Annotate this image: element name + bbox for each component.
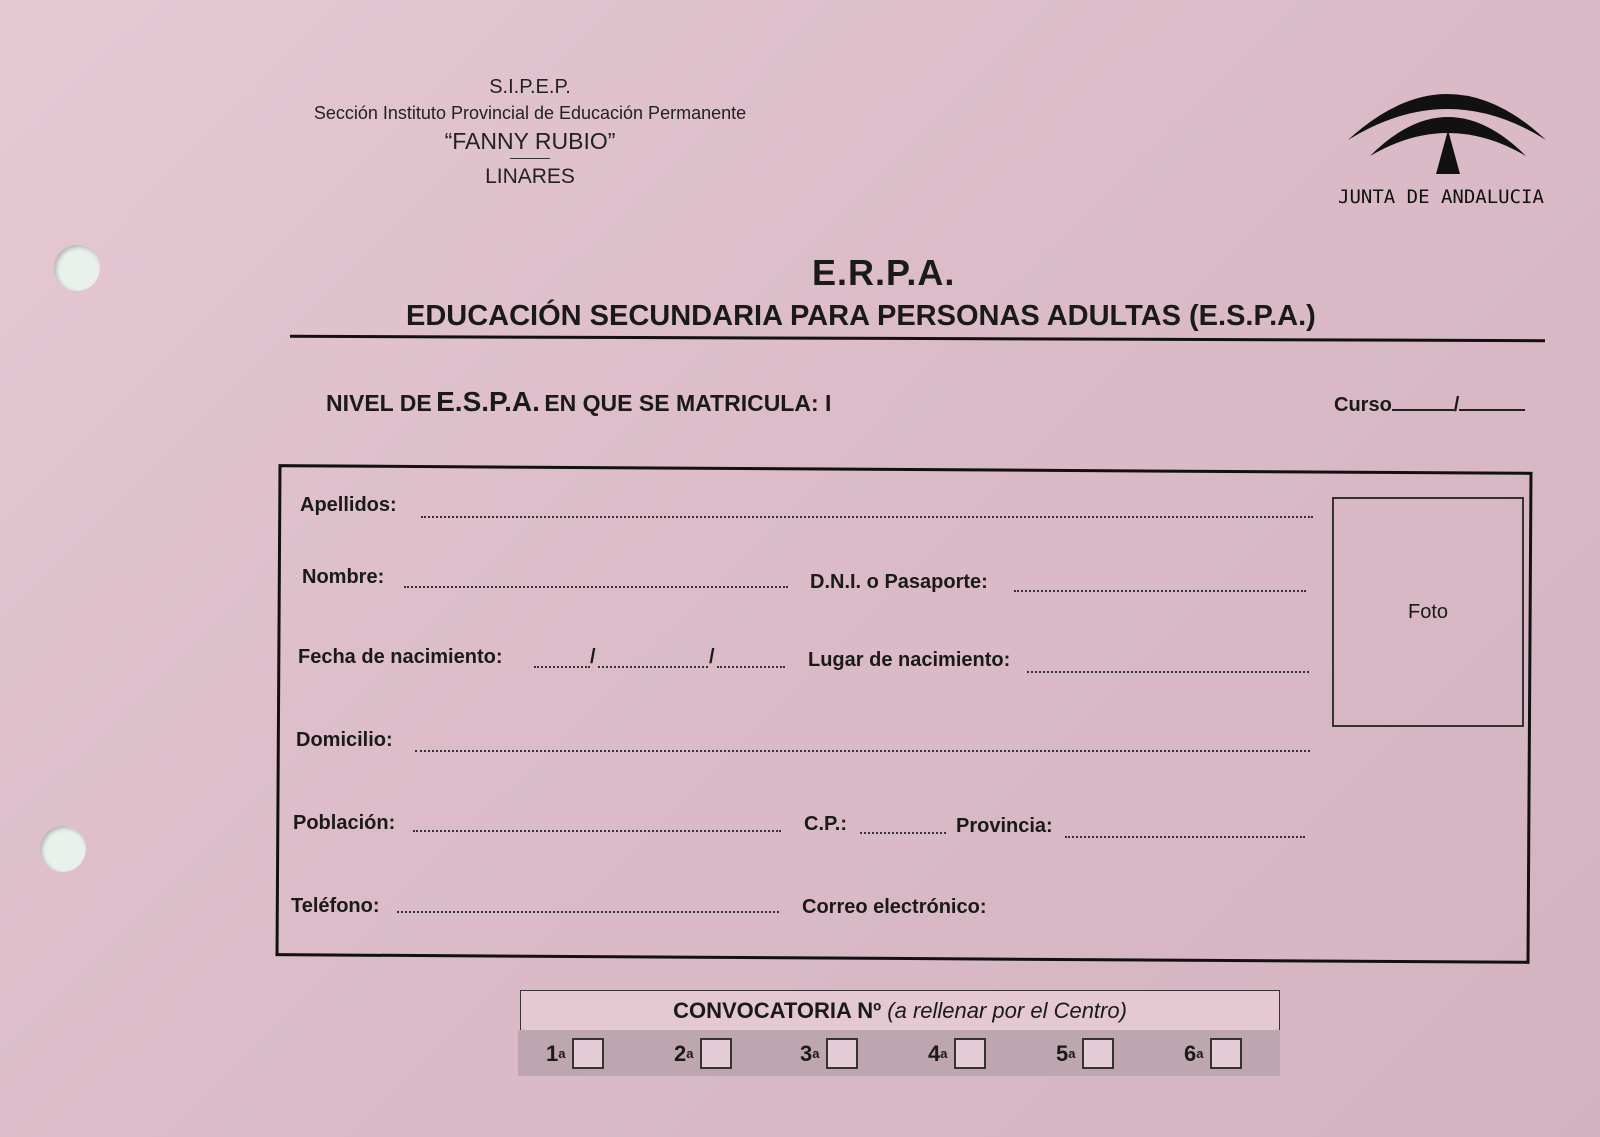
option-ordinal: a	[686, 1046, 694, 1061]
dni-field[interactable]	[1014, 590, 1306, 592]
option-checkbox[interactable]	[954, 1038, 986, 1069]
school-name: “FANNY RUBIO”	[444, 128, 616, 154]
domicilio-label: Domicilio:	[296, 729, 393, 751]
title-underline	[290, 335, 1545, 342]
option-number: 3	[800, 1040, 813, 1066]
option-ordinal: a	[940, 1046, 948, 1061]
option-ordinal: a	[812, 1046, 820, 1061]
provincia-label: Provincia:	[956, 815, 1053, 837]
convocatoria-title: CONVOCATORIA Nº	[673, 998, 882, 1023]
fecha-mes-field[interactable]	[598, 666, 708, 668]
convocatoria-option-1[interactable]	[546, 1038, 604, 1069]
curso-blank-2[interactable]	[1459, 409, 1525, 411]
convocatoria-option-3[interactable]	[800, 1038, 858, 1069]
telefono-field[interactable]	[397, 911, 779, 913]
institution-header	[280, 76, 780, 189]
provincia-field[interactable]	[1065, 836, 1305, 838]
curso-label: Curso	[1334, 394, 1392, 416]
institution-acronym: S.I.P.E.P.	[489, 76, 571, 98]
telefono-label: Teléfono:	[291, 895, 380, 917]
lugar-nacimiento-label: Lugar de nacimiento:	[808, 649, 1011, 671]
option-number: 4	[928, 1040, 941, 1066]
curso-separator: /	[1453, 394, 1460, 416]
fecha-anio-field[interactable]	[717, 666, 785, 668]
fecha-separator-2: /	[709, 646, 715, 668]
nombre-label: Nombre:	[302, 566, 385, 588]
convocatoria-options-bar	[518, 1030, 1280, 1076]
convocatoria-note: (a rellenar por el Centro)	[887, 998, 1127, 1023]
poblacion-field[interactable]	[413, 830, 781, 832]
convocatoria-option-4[interactable]	[928, 1038, 986, 1069]
level-line	[326, 386, 831, 418]
correo-label: Correo electrónico:	[802, 896, 987, 918]
option-number: 1	[546, 1040, 559, 1066]
option-checkbox[interactable]	[1210, 1038, 1242, 1069]
option-ordinal: a	[558, 1046, 566, 1061]
photo-label: Foto	[1407, 600, 1449, 623]
option-number: 6	[1184, 1040, 1197, 1066]
fecha-separator-1: /	[590, 646, 596, 668]
option-checkbox[interactable]	[826, 1038, 858, 1069]
lugar-nacimiento-field[interactable]	[1027, 671, 1309, 673]
cp-label: C.P.:	[804, 813, 847, 835]
convocatoria-header	[520, 990, 1280, 1032]
poblacion-label: Población:	[293, 812, 396, 834]
page-subtitle: EDUCACIÓN SECUNDARIA PARA PERSONAS ADULTAS (E.S.P.A.)	[406, 300, 1316, 332]
fecha-nacimiento-label: Fecha de nacimiento:	[298, 646, 503, 668]
level-prefix: NIVEL DE	[326, 390, 432, 416]
domicilio-field[interactable]	[415, 750, 1310, 752]
option-number: 2	[674, 1040, 687, 1066]
option-checkbox[interactable]	[700, 1038, 732, 1069]
option-checkbox[interactable]	[1082, 1038, 1114, 1069]
binder-hole-bottom	[40, 826, 86, 872]
correo-field[interactable]	[1005, 914, 1305, 916]
cp-field[interactable]	[860, 832, 946, 834]
school-city: LINARES	[485, 165, 575, 188]
curso-field	[1334, 394, 1525, 417]
photo-box[interactable]	[1332, 497, 1524, 727]
header-divider	[510, 158, 550, 159]
andalucia-arc-icon	[1340, 68, 1556, 188]
option-ordinal: a	[1068, 1046, 1076, 1061]
level-suffix: EN QUE SE MATRICULA: I	[544, 390, 832, 416]
page-title: E.R.P.A.	[812, 252, 956, 293]
dni-label: D.N.I. o Pasaporte:	[810, 571, 988, 593]
convocatoria-option-5[interactable]	[1056, 1038, 1114, 1069]
apellidos-label: Apellidos:	[300, 494, 397, 516]
convocatoria-option-2[interactable]	[674, 1038, 732, 1069]
apellidos-field[interactable]	[421, 516, 1313, 518]
option-ordinal: a	[1196, 1046, 1204, 1061]
option-checkbox[interactable]	[572, 1038, 604, 1069]
curso-blank-1[interactable]	[1392, 409, 1454, 411]
binder-hole-top	[54, 245, 100, 291]
level-espa: E.S.P.A.	[436, 386, 540, 417]
institution-section: Sección Instituto Provincial de Educación Permanente	[313, 103, 747, 123]
junta-andalucia-logo	[1340, 68, 1556, 218]
logo-text: JUNTA DE ANDALUCIA	[1338, 186, 1544, 208]
nombre-field[interactable]	[404, 586, 788, 588]
fecha-dia-field[interactable]	[534, 666, 590, 668]
option-number: 5	[1056, 1040, 1069, 1066]
convocatoria-option-6[interactable]	[1184, 1038, 1242, 1069]
